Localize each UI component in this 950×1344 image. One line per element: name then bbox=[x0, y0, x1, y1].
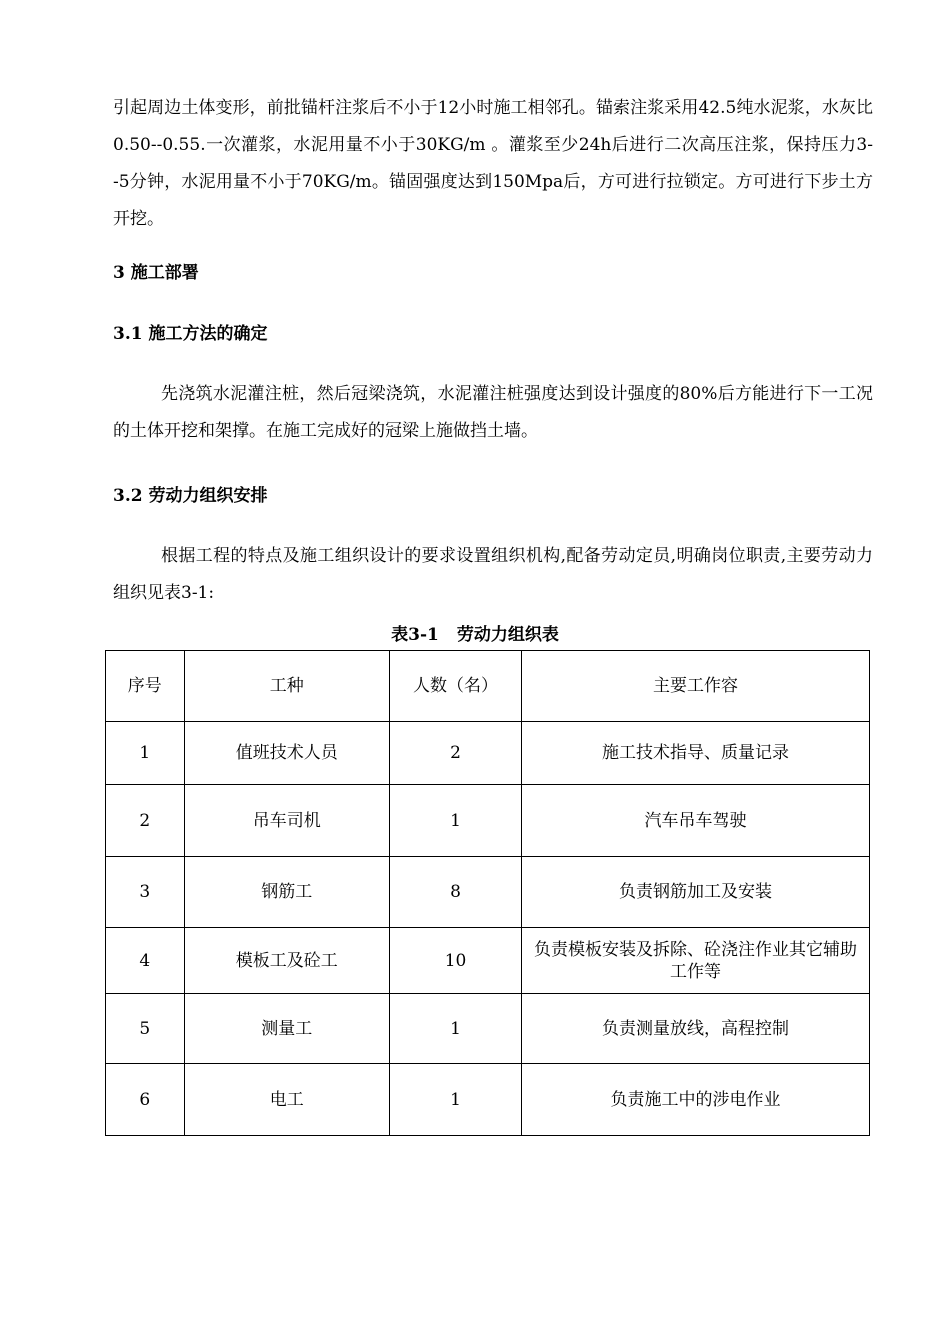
table-caption-number: 表3-1 bbox=[391, 625, 439, 645]
intro-paragraph: 引起周边土体变形，前批锚杆注浆后不小于12小时施工相邻孔。锚索注浆采用42.5纯水泥浆，水灰比0.50--0.55.一次灌浆，水泥用量不小于30KG/m 。灌浆至少24h后进行二次高压注浆，保持压力3--5分钟，水泥用量不小于70KG/m。锚固强度达到150Mpa后，方可进行拉锁定。方可进行下步土方开挖。 bbox=[113, 98, 873, 229]
cell-index: 4 bbox=[106, 928, 185, 994]
cell-work: 负责测量放线，高程控制 bbox=[522, 994, 870, 1064]
header-work: 主要工作容 bbox=[522, 651, 870, 722]
cell-type: 钢筋工 bbox=[184, 857, 389, 928]
section-3-1-paragraph: 先浇筑水泥灌注桩，然后冠梁浇筑，水泥灌注桩强度达到设计强度的80%后方能进行下一工况的土体开挖和架撑。在施工完成好的冠梁上施做挡土墙。 bbox=[113, 384, 873, 441]
header-count: 人数（名） bbox=[390, 651, 522, 722]
cell-count: 8 bbox=[390, 857, 522, 928]
cell-count: 10 bbox=[390, 928, 522, 994]
section-3-2-paragraph: 根据工程的特点及施工组织设计的要求设置组织机构,配备劳动定员,明确岗位职责,主要劳动力组织见表3-1: bbox=[113, 546, 873, 603]
cell-work: 负责钢筋加工及安装 bbox=[522, 857, 870, 928]
cell-index: 2 bbox=[106, 785, 185, 857]
table-row bbox=[106, 928, 870, 994]
cell-index: 3 bbox=[106, 857, 185, 928]
cell-type: 吊车司机 bbox=[184, 785, 389, 857]
labor-organization-table bbox=[105, 650, 870, 1136]
section-3-2-heading: 3.2 劳动力组织安排 bbox=[113, 486, 268, 506]
cell-index: 6 bbox=[106, 1064, 185, 1136]
header-type: 工种 bbox=[184, 651, 389, 722]
cell-type: 电工 bbox=[184, 1064, 389, 1136]
cell-type: 测量工 bbox=[184, 994, 389, 1064]
cell-type: 模板工及砼工 bbox=[184, 928, 389, 994]
cell-index: 5 bbox=[106, 994, 185, 1064]
cell-type: 值班技术人员 bbox=[184, 722, 389, 785]
cell-work: 负责模板安装及拆除、砼浇注作业其它辅助工作等 bbox=[522, 928, 870, 994]
section-3-1-heading: 3.1 施工方法的确定 bbox=[113, 324, 268, 344]
table-row bbox=[106, 994, 870, 1064]
cell-work: 负责施工中的涉电作业 bbox=[522, 1064, 870, 1136]
section-3-heading: 3 施工部署 bbox=[113, 263, 199, 283]
cell-work: 汽车吊车驾驶 bbox=[522, 785, 870, 857]
table-row bbox=[106, 1064, 870, 1136]
cell-index: 1 bbox=[106, 722, 185, 785]
table-caption bbox=[0, 624, 950, 646]
table-row bbox=[106, 785, 870, 857]
cell-count: 2 bbox=[390, 722, 522, 785]
table-caption-title: 劳动力组织表 bbox=[456, 625, 559, 645]
header-index: 序号 bbox=[106, 651, 185, 722]
cell-count: 1 bbox=[390, 994, 522, 1064]
cell-count: 1 bbox=[390, 785, 522, 857]
table-row bbox=[106, 857, 870, 928]
table-header-row bbox=[106, 651, 870, 722]
cell-count: 1 bbox=[390, 1064, 522, 1136]
table-row bbox=[106, 722, 870, 785]
cell-work: 施工技术指导、质量记录 bbox=[522, 722, 870, 785]
